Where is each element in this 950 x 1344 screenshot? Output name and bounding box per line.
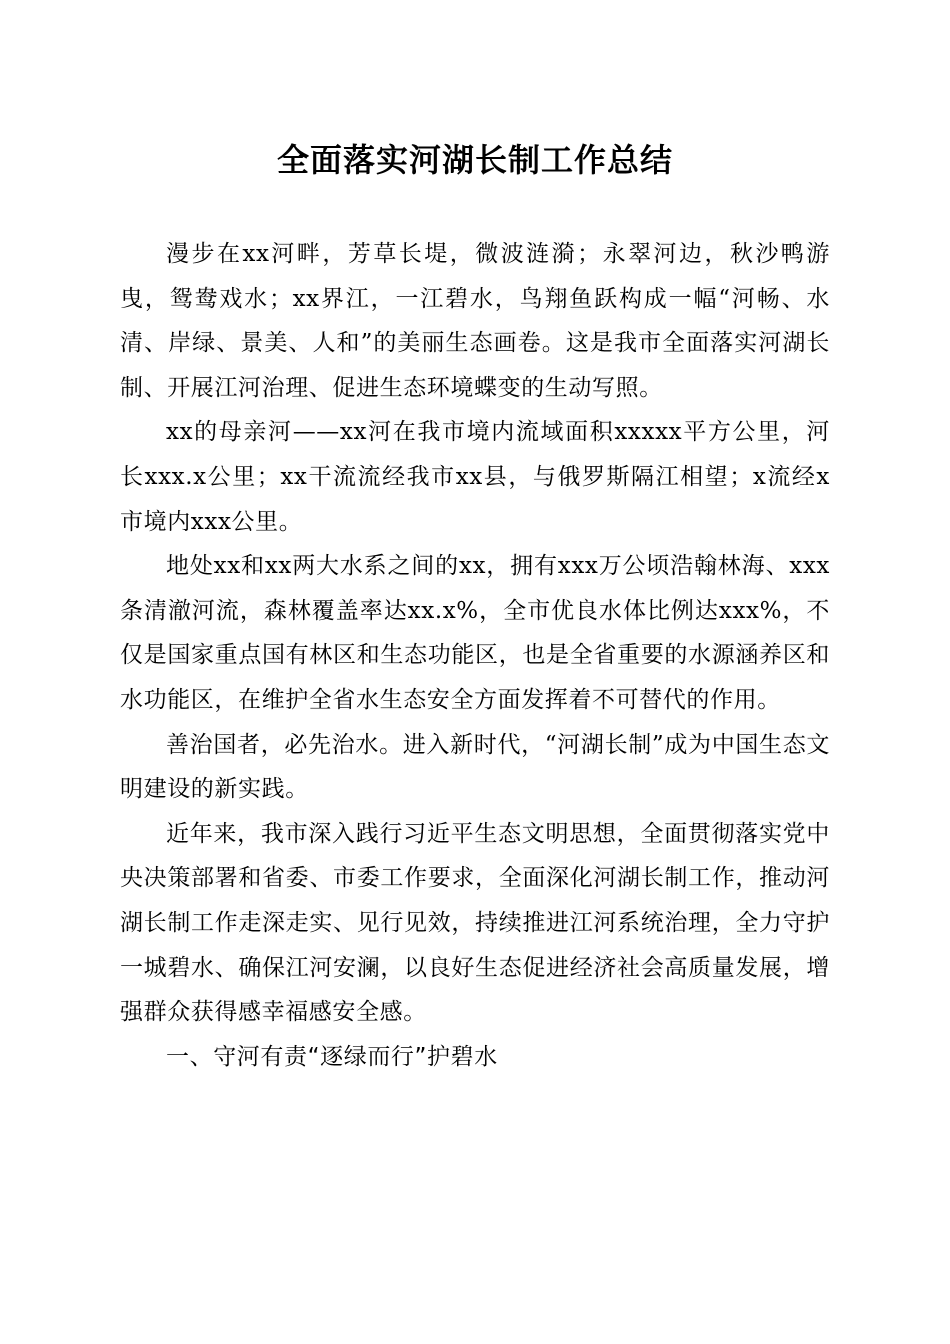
paragraph-recent-years: 近年来，我市深入践行习近平生态文明思想，全面贯彻落实党中央决策部署和省委、市委工作要求，全面深化河湖长制工作，推动河湖长制工作走深走实、见行见效，持续推进江河系统治理，全力守护一城碧水、确保江河安澜，以良好生态促进经济社会高质量发展，增强群众获得感幸福感安全感。	[120, 820, 830, 1026]
paragraph-mother-river: xx的母亲河——xx河在我市境内流域面积xxxxx平方公里，河长xxx.x公里；xx干流流经我市xx县，与俄罗斯隔江相望；x流经x市境内xxx公里。	[120, 419, 830, 535]
paragraph-governance: 善治国者，必先治水。进入新时代，“河湖长制”成为中国生态文明建设的新实践。	[120, 731, 830, 803]
document-body	[120, 232, 830, 1079]
paragraph-intro: 漫步在xx河畔，芳草长堤，微波涟漪；永翠河边，秋沙鸭游曳，鸳鸯戏水；xx界江，一江碧水，鸟翔鱼跃构成一幅“河畅、水清、岸绿、景美、人和”的美丽生态画卷。这是我市全面落实河湖长制、开展江河治理、促进生态环境蝶变的生动写照。	[120, 241, 830, 401]
section-heading: 一、守河有责“逐绿而行”护碧水	[166, 1043, 498, 1070]
paragraph-water-systems: 地处xx和xx两大水系之间的xx，拥有xxx万公顷浩翰林海、xxx条清澈河流，森林覆盖率达xx.x%，全市优良水体比例达xxx%，不仅是国家重点国有林区和生态功能区，也是全省重要的水源涵养区和水功能区，在维护全省水生态安全方面发挥着不可替代的作用。	[120, 553, 830, 713]
document-title: 全面落实河湖长制工作总结	[276, 141, 673, 179]
